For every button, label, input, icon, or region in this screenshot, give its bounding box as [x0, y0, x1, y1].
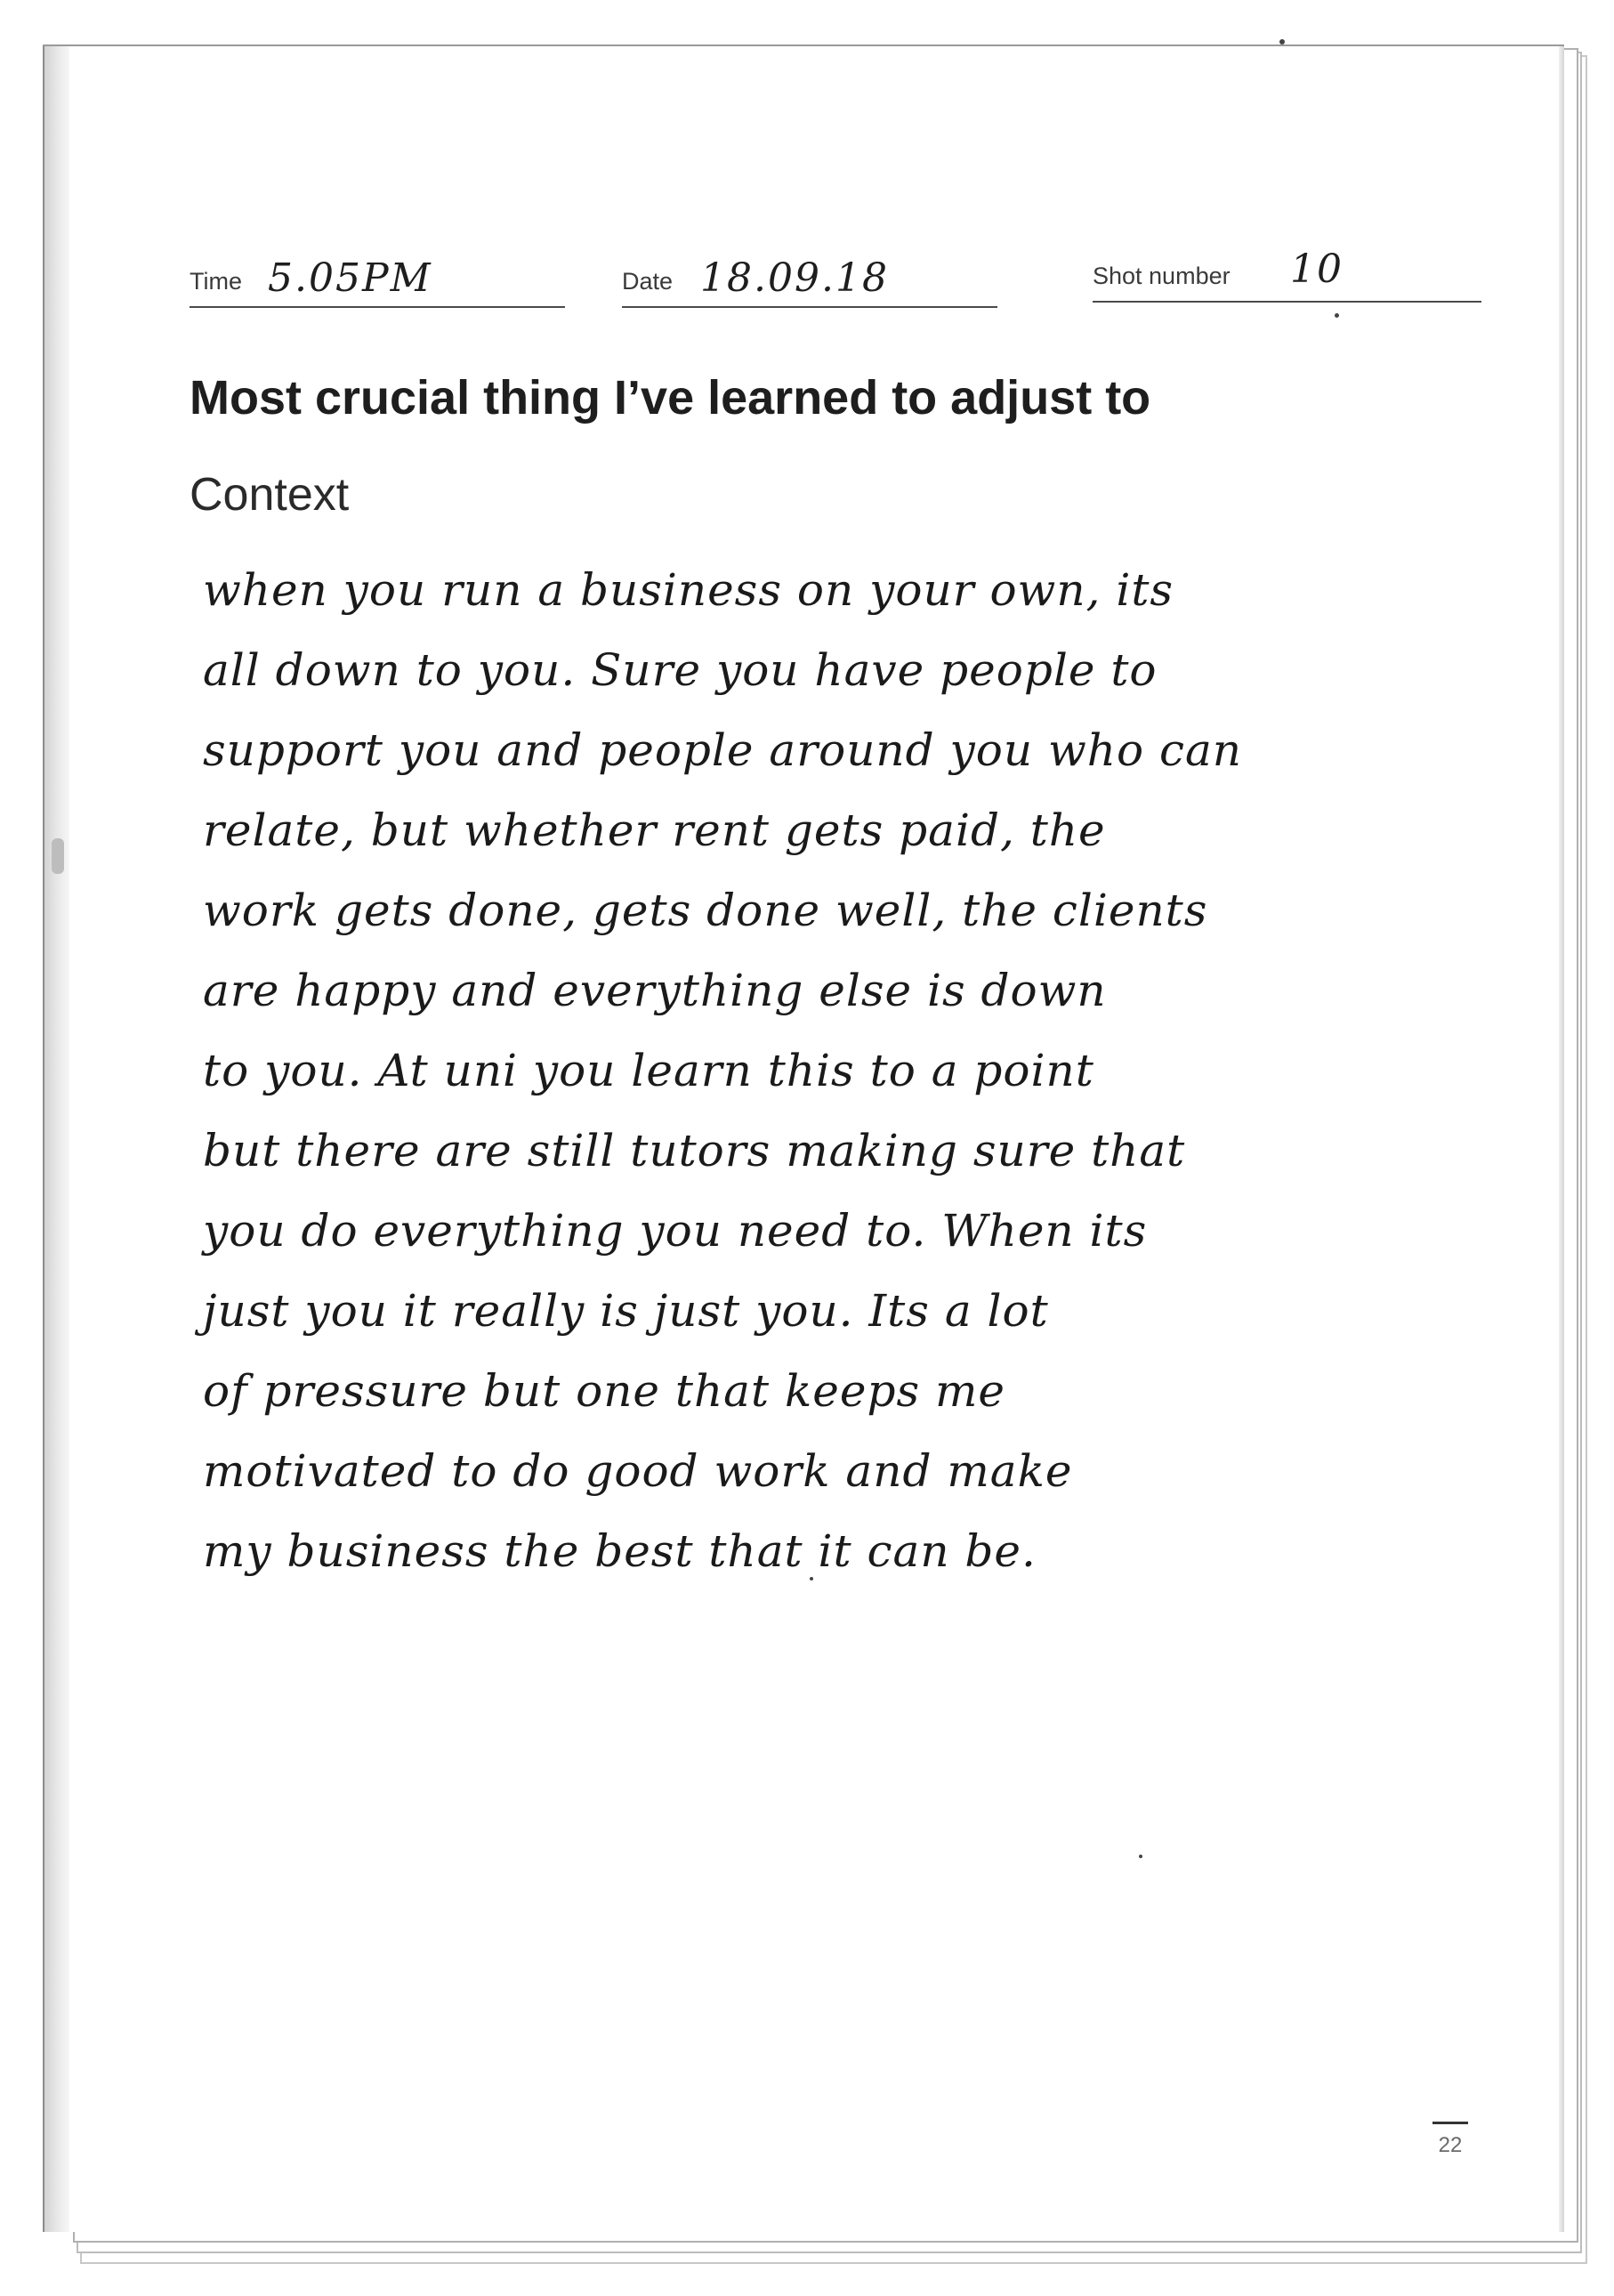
entry-metadata-row — [190, 240, 1481, 311]
shot-number-value: 10 — [1290, 247, 1344, 292]
scan-speck — [810, 1577, 813, 1581]
date-label: Date — [622, 268, 674, 295]
handwritten-line: you do everything you need to. When its — [203, 1205, 1148, 1257]
notebook-page — [43, 44, 1564, 2232]
page-title: Most crucial thing I’ve learned to adjust to — [190, 371, 1151, 424]
page-binding — [43, 46, 69, 2232]
shot-number-field — [1093, 235, 1481, 303]
handwritten-line: when you run a business on your own, its — [203, 564, 1174, 616]
context-heading: Context — [190, 469, 350, 521]
handwritten-line: my business the best that it can be. — [203, 1525, 1037, 1577]
time-field — [190, 240, 565, 308]
page-right-edge — [1559, 46, 1564, 2232]
page-number: 22 — [1432, 2122, 1468, 2158]
shot-number-label: Shot number — [1093, 263, 1231, 289]
binding-fold-mark — [52, 838, 64, 874]
scan-speck — [1335, 313, 1339, 318]
scan-speck — [1139, 1855, 1142, 1858]
time-label: Time — [190, 268, 242, 295]
handwritten-line: all down to you. Sure you have people to — [203, 644, 1158, 696]
handwritten-line: work gets done, gets done well, the clients — [203, 885, 1208, 936]
handwritten-line: motivated to do good work and make — [203, 1445, 1073, 1497]
handwritten-line: but there are still tutors making sure that — [203, 1125, 1186, 1176]
handwritten-line: relate, but whether rent gets paid, the — [203, 804, 1106, 856]
handwritten-line: just you it really is just you. Its a lot — [203, 1285, 1049, 1337]
handwritten-line: support you and people around you who can — [203, 724, 1242, 776]
handwritten-line: to you. At uni you learn this to a point — [203, 1045, 1094, 1096]
date-field — [622, 240, 997, 308]
handwritten-line: of pressure but one that keeps me — [203, 1365, 1006, 1417]
scan-speck — [1279, 39, 1285, 44]
date-value: 18.09.18 — [700, 255, 889, 301]
time-value: 5.05PM — [268, 255, 432, 301]
handwritten-entry — [203, 550, 1511, 1591]
handwritten-line: are happy and everything else is down — [203, 965, 1107, 1016]
